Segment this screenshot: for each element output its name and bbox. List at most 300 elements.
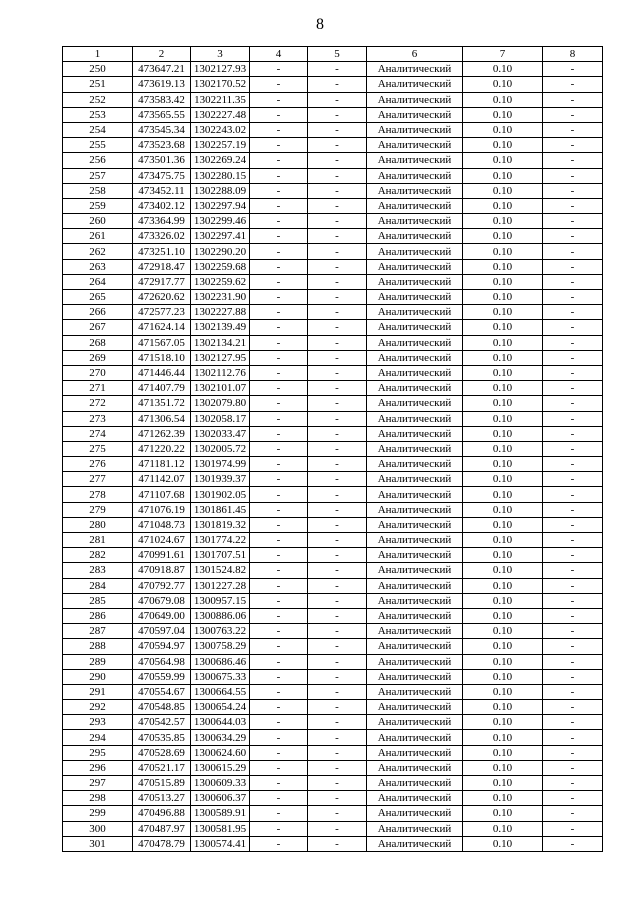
x-coordinate-cell: 472620.62	[133, 290, 191, 305]
accuracy-cell: 0.10	[463, 593, 543, 608]
column-5-cell: -	[308, 791, 367, 806]
accuracy-cell: 0.10	[463, 426, 543, 441]
method-cell: Аналитический	[367, 593, 463, 608]
point-number-cell: 300	[63, 821, 133, 836]
column-8-cell: -	[543, 122, 603, 137]
y-coordinate-cell: 1301819.32	[191, 517, 250, 532]
accuracy-cell: 0.10	[463, 806, 543, 821]
accuracy-cell: 0.10	[463, 77, 543, 92]
column-5-cell: -	[308, 730, 367, 745]
column-4-cell: -	[250, 77, 308, 92]
table-row	[63, 502, 603, 517]
column-8-cell: -	[543, 715, 603, 730]
method-cell: Аналитический	[367, 122, 463, 137]
table-row	[63, 229, 603, 244]
column-8-cell: -	[543, 624, 603, 639]
x-coordinate-cell: 470535.85	[133, 730, 191, 745]
column-5-cell: -	[308, 305, 367, 320]
method-cell: Аналитический	[367, 92, 463, 107]
point-number-cell: 282	[63, 548, 133, 563]
table-header-row	[63, 47, 603, 62]
point-number-cell: 297	[63, 776, 133, 791]
column-8-cell: -	[543, 198, 603, 213]
column-4-cell: -	[250, 791, 308, 806]
column-5-cell: -	[308, 517, 367, 532]
column-8-cell: -	[543, 107, 603, 122]
accuracy-cell: 0.10	[463, 608, 543, 623]
point-number-cell: 272	[63, 396, 133, 411]
x-coordinate-cell: 473326.02	[133, 229, 191, 244]
method-cell: Аналитический	[367, 229, 463, 244]
table-row	[63, 563, 603, 578]
x-coordinate-cell: 470594.97	[133, 639, 191, 654]
method-cell: Аналитический	[367, 760, 463, 775]
column-5-cell: -	[308, 593, 367, 608]
column-4-cell: -	[250, 62, 308, 77]
column-4-cell: -	[250, 411, 308, 426]
accuracy-cell: 0.10	[463, 776, 543, 791]
column-5-cell: -	[308, 502, 367, 517]
y-coordinate-cell: 1300664.55	[191, 684, 250, 699]
point-number-cell: 257	[63, 168, 133, 183]
method-cell: Аналитический	[367, 578, 463, 593]
column-8-cell: -	[543, 62, 603, 77]
accuracy-cell: 0.10	[463, 214, 543, 229]
y-coordinate-cell: 1301939.37	[191, 472, 250, 487]
column-4-cell: -	[250, 700, 308, 715]
table-row	[63, 593, 603, 608]
point-number-cell: 250	[63, 62, 133, 77]
accuracy-cell: 0.10	[463, 548, 543, 563]
table-row	[63, 305, 603, 320]
table-row	[63, 684, 603, 699]
x-coordinate-cell: 470542.57	[133, 715, 191, 730]
method-cell: Аналитический	[367, 183, 463, 198]
x-coordinate-cell: 470649.00	[133, 608, 191, 623]
column-8-cell: -	[543, 745, 603, 760]
accuracy-cell: 0.10	[463, 502, 543, 517]
x-coordinate-cell: 473501.36	[133, 153, 191, 168]
y-coordinate-cell: 1302139.49	[191, 320, 250, 335]
column-5-cell: -	[308, 760, 367, 775]
column-5-cell: -	[308, 153, 367, 168]
y-coordinate-cell: 1301902.05	[191, 487, 250, 502]
column-5-cell: -	[308, 411, 367, 426]
x-coordinate-cell: 470515.89	[133, 776, 191, 791]
table-row	[63, 745, 603, 760]
point-number-cell: 281	[63, 533, 133, 548]
accuracy-cell: 0.10	[463, 517, 543, 532]
column-5-cell: -	[308, 441, 367, 456]
x-coordinate-cell: 470528.69	[133, 745, 191, 760]
y-coordinate-cell: 1300606.37	[191, 791, 250, 806]
column-8-cell: -	[543, 700, 603, 715]
column-4-cell: -	[250, 578, 308, 593]
column-4-cell: -	[250, 624, 308, 639]
y-coordinate-cell: 1302079.80	[191, 396, 250, 411]
accuracy-cell: 0.10	[463, 138, 543, 153]
column-4-cell: -	[250, 168, 308, 183]
x-coordinate-cell: 472918.47	[133, 259, 191, 274]
y-coordinate-cell: 1302211.35	[191, 92, 250, 107]
column-header: 4	[250, 47, 308, 62]
column-8-cell: -	[543, 593, 603, 608]
column-4-cell: -	[250, 487, 308, 502]
column-4-cell: -	[250, 259, 308, 274]
accuracy-cell: 0.10	[463, 259, 543, 274]
table-row	[63, 290, 603, 305]
x-coordinate-cell: 470559.99	[133, 669, 191, 684]
column-header: 5	[308, 47, 367, 62]
method-cell: Аналитический	[367, 426, 463, 441]
method-cell: Аналитический	[367, 259, 463, 274]
column-8-cell: -	[543, 441, 603, 456]
column-5-cell: -	[308, 457, 367, 472]
column-5-cell: -	[308, 198, 367, 213]
y-coordinate-cell: 1300675.33	[191, 669, 250, 684]
column-4-cell: -	[250, 730, 308, 745]
table-row	[63, 487, 603, 502]
x-coordinate-cell: 473251.10	[133, 244, 191, 259]
table-row	[63, 730, 603, 745]
method-cell: Аналитический	[367, 214, 463, 229]
x-coordinate-cell: 471624.14	[133, 320, 191, 335]
table-row	[63, 836, 603, 851]
point-number-cell: 273	[63, 411, 133, 426]
method-cell: Аналитический	[367, 608, 463, 623]
x-coordinate-cell: 471518.10	[133, 350, 191, 365]
column-5-cell: -	[308, 62, 367, 77]
column-5-cell: -	[308, 274, 367, 289]
column-8-cell: -	[543, 608, 603, 623]
column-8-cell: -	[543, 229, 603, 244]
x-coordinate-cell: 473452.11	[133, 183, 191, 198]
table-row	[63, 654, 603, 669]
method-cell: Аналитический	[367, 396, 463, 411]
method-cell: Аналитический	[367, 654, 463, 669]
column-8-cell: -	[543, 517, 603, 532]
point-number-cell: 255	[63, 138, 133, 153]
method-cell: Аналитический	[367, 639, 463, 654]
table-row	[63, 198, 603, 213]
column-4-cell: -	[250, 533, 308, 548]
y-coordinate-cell: 1302170.52	[191, 77, 250, 92]
column-header: 6	[367, 47, 463, 62]
point-number-cell: 301	[63, 836, 133, 851]
accuracy-cell: 0.10	[463, 563, 543, 578]
point-number-cell: 278	[63, 487, 133, 502]
table-row	[63, 821, 603, 836]
column-5-cell: -	[308, 821, 367, 836]
accuracy-cell: 0.10	[463, 183, 543, 198]
y-coordinate-cell: 1300686.46	[191, 654, 250, 669]
point-number-cell: 290	[63, 669, 133, 684]
table-row	[63, 806, 603, 821]
method-cell: Аналитический	[367, 107, 463, 122]
table-row	[63, 700, 603, 715]
y-coordinate-cell: 1301774.22	[191, 533, 250, 548]
column-4-cell: -	[250, 715, 308, 730]
table-row	[63, 335, 603, 350]
column-5-cell: -	[308, 350, 367, 365]
y-coordinate-cell: 1300654.24	[191, 700, 250, 715]
table-row	[63, 472, 603, 487]
column-8-cell: -	[543, 259, 603, 274]
column-header: 3	[191, 47, 250, 62]
method-cell: Аналитический	[367, 244, 463, 259]
column-8-cell: -	[543, 548, 603, 563]
method-cell: Аналитический	[367, 350, 463, 365]
x-coordinate-cell: 473475.75	[133, 168, 191, 183]
column-5-cell: -	[308, 608, 367, 623]
method-cell: Аналитический	[367, 472, 463, 487]
method-cell: Аналитический	[367, 730, 463, 745]
accuracy-cell: 0.10	[463, 730, 543, 745]
method-cell: Аналитический	[367, 669, 463, 684]
column-8-cell: -	[543, 274, 603, 289]
method-cell: Аналитический	[367, 320, 463, 335]
x-coordinate-cell: 471446.44	[133, 365, 191, 380]
column-5-cell: -	[308, 776, 367, 791]
table-row	[63, 365, 603, 380]
method-cell: Аналитический	[367, 381, 463, 396]
accuracy-cell: 0.10	[463, 365, 543, 380]
column-5-cell: -	[308, 290, 367, 305]
point-number-cell: 266	[63, 305, 133, 320]
x-coordinate-cell: 473402.12	[133, 198, 191, 213]
column-8-cell: -	[543, 305, 603, 320]
y-coordinate-cell: 1302101.07	[191, 381, 250, 396]
point-number-cell: 275	[63, 441, 133, 456]
column-4-cell: -	[250, 457, 308, 472]
x-coordinate-cell: 471076.19	[133, 502, 191, 517]
column-5-cell: -	[308, 669, 367, 684]
column-8-cell: -	[543, 214, 603, 229]
table-row	[63, 122, 603, 137]
table-row	[63, 776, 603, 791]
column-4-cell: -	[250, 776, 308, 791]
y-coordinate-cell: 1300758.29	[191, 639, 250, 654]
point-number-cell: 283	[63, 563, 133, 578]
column-4-cell: -	[250, 122, 308, 137]
column-4-cell: -	[250, 426, 308, 441]
method-cell: Аналитический	[367, 791, 463, 806]
point-number-cell: 259	[63, 198, 133, 213]
column-8-cell: -	[543, 381, 603, 396]
column-5-cell: -	[308, 122, 367, 137]
point-number-cell: 270	[63, 365, 133, 380]
accuracy-cell: 0.10	[463, 153, 543, 168]
point-number-cell: 256	[63, 153, 133, 168]
column-4-cell: -	[250, 381, 308, 396]
column-header: 2	[133, 47, 191, 62]
x-coordinate-cell: 471048.73	[133, 517, 191, 532]
x-coordinate-cell: 473647.21	[133, 62, 191, 77]
column-8-cell: -	[543, 791, 603, 806]
column-5-cell: -	[308, 624, 367, 639]
y-coordinate-cell: 1302227.48	[191, 107, 250, 122]
accuracy-cell: 0.10	[463, 396, 543, 411]
x-coordinate-cell: 471306.54	[133, 411, 191, 426]
y-coordinate-cell: 1302243.02	[191, 122, 250, 137]
y-coordinate-cell: 1301707.51	[191, 548, 250, 563]
column-8-cell: -	[543, 502, 603, 517]
column-4-cell: -	[250, 593, 308, 608]
column-5-cell: -	[308, 472, 367, 487]
column-8-cell: -	[543, 396, 603, 411]
x-coordinate-cell: 470918.87	[133, 563, 191, 578]
accuracy-cell: 0.10	[463, 305, 543, 320]
table-row	[63, 138, 603, 153]
table-row	[63, 426, 603, 441]
x-coordinate-cell: 470548.85	[133, 700, 191, 715]
column-8-cell: -	[543, 365, 603, 380]
column-4-cell: -	[250, 350, 308, 365]
column-4-cell: -	[250, 396, 308, 411]
column-5-cell: -	[308, 806, 367, 821]
point-number-cell: 269	[63, 350, 133, 365]
x-coordinate-cell: 473583.42	[133, 92, 191, 107]
column-4-cell: -	[250, 274, 308, 289]
method-cell: Аналитический	[367, 335, 463, 350]
column-8-cell: -	[543, 639, 603, 654]
point-number-cell: 252	[63, 92, 133, 107]
accuracy-cell: 0.10	[463, 92, 543, 107]
point-number-cell: 253	[63, 107, 133, 122]
y-coordinate-cell: 1300886.06	[191, 608, 250, 623]
column-5-cell: -	[308, 183, 367, 198]
column-4-cell: -	[250, 684, 308, 699]
point-number-cell: 284	[63, 578, 133, 593]
method-cell: Аналитический	[367, 700, 463, 715]
accuracy-cell: 0.10	[463, 441, 543, 456]
table-row	[63, 62, 603, 77]
point-number-cell: 295	[63, 745, 133, 760]
column-4-cell: -	[250, 563, 308, 578]
method-cell: Аналитический	[367, 624, 463, 639]
column-5-cell: -	[308, 214, 367, 229]
x-coordinate-cell: 472577.23	[133, 305, 191, 320]
column-5-cell: -	[308, 533, 367, 548]
x-coordinate-cell: 471262.39	[133, 426, 191, 441]
column-4-cell: -	[250, 654, 308, 669]
point-number-cell: 276	[63, 457, 133, 472]
column-4-cell: -	[250, 806, 308, 821]
table-row	[63, 715, 603, 730]
table-row	[63, 624, 603, 639]
point-number-cell: 254	[63, 122, 133, 137]
column-8-cell: -	[543, 760, 603, 775]
column-5-cell: -	[308, 639, 367, 654]
x-coordinate-cell: 470487.97	[133, 821, 191, 836]
method-cell: Аналитический	[367, 517, 463, 532]
point-number-cell: 279	[63, 502, 133, 517]
accuracy-cell: 0.10	[463, 350, 543, 365]
method-cell: Аналитический	[367, 745, 463, 760]
y-coordinate-cell: 1301974.99	[191, 457, 250, 472]
column-4-cell: -	[250, 290, 308, 305]
point-number-cell: 286	[63, 608, 133, 623]
column-5-cell: -	[308, 229, 367, 244]
accuracy-cell: 0.10	[463, 836, 543, 851]
method-cell: Аналитический	[367, 411, 463, 426]
x-coordinate-cell: 470513.27	[133, 791, 191, 806]
table-row	[63, 760, 603, 775]
table-row	[63, 396, 603, 411]
column-8-cell: -	[543, 457, 603, 472]
method-cell: Аналитический	[367, 153, 463, 168]
point-number-cell: 251	[63, 77, 133, 92]
column-8-cell: -	[543, 563, 603, 578]
column-4-cell: -	[250, 138, 308, 153]
table-row	[63, 411, 603, 426]
column-5-cell: -	[308, 563, 367, 578]
method-cell: Аналитический	[367, 77, 463, 92]
method-cell: Аналитический	[367, 365, 463, 380]
accuracy-cell: 0.10	[463, 168, 543, 183]
column-4-cell: -	[250, 107, 308, 122]
accuracy-cell: 0.10	[463, 669, 543, 684]
column-4-cell: -	[250, 153, 308, 168]
column-8-cell: -	[543, 730, 603, 745]
method-cell: Аналитический	[367, 138, 463, 153]
accuracy-cell: 0.10	[463, 639, 543, 654]
column-5-cell: -	[308, 836, 367, 851]
column-5-cell: -	[308, 77, 367, 92]
x-coordinate-cell: 471142.07	[133, 472, 191, 487]
table-row	[63, 107, 603, 122]
x-coordinate-cell: 470496.88	[133, 806, 191, 821]
point-number-cell: 265	[63, 290, 133, 305]
accuracy-cell: 0.10	[463, 578, 543, 593]
accuracy-cell: 0.10	[463, 700, 543, 715]
accuracy-cell: 0.10	[463, 229, 543, 244]
column-5-cell: -	[308, 684, 367, 699]
accuracy-cell: 0.10	[463, 791, 543, 806]
table-row	[63, 168, 603, 183]
column-4-cell: -	[250, 365, 308, 380]
y-coordinate-cell: 1302259.68	[191, 259, 250, 274]
column-5-cell: -	[308, 654, 367, 669]
column-5-cell: -	[308, 259, 367, 274]
column-4-cell: -	[250, 214, 308, 229]
method-cell: Аналитический	[367, 836, 463, 851]
column-4-cell: -	[250, 760, 308, 775]
point-number-cell: 292	[63, 700, 133, 715]
y-coordinate-cell: 1301227.28	[191, 578, 250, 593]
table-row	[63, 320, 603, 335]
point-number-cell: 261	[63, 229, 133, 244]
column-5-cell: -	[308, 715, 367, 730]
x-coordinate-cell: 470597.04	[133, 624, 191, 639]
point-number-cell: 288	[63, 639, 133, 654]
accuracy-cell: 0.10	[463, 381, 543, 396]
table-body	[63, 62, 603, 852]
column-5-cell: -	[308, 381, 367, 396]
column-8-cell: -	[543, 320, 603, 335]
point-number-cell: 277	[63, 472, 133, 487]
accuracy-cell: 0.10	[463, 198, 543, 213]
table-row	[63, 608, 603, 623]
point-number-cell: 294	[63, 730, 133, 745]
column-5-cell: -	[308, 578, 367, 593]
y-coordinate-cell: 1300574.41	[191, 836, 250, 851]
point-number-cell: 263	[63, 259, 133, 274]
method-cell: Аналитический	[367, 563, 463, 578]
y-coordinate-cell: 1300644.03	[191, 715, 250, 730]
table-row	[63, 244, 603, 259]
y-coordinate-cell: 1301861.45	[191, 502, 250, 517]
